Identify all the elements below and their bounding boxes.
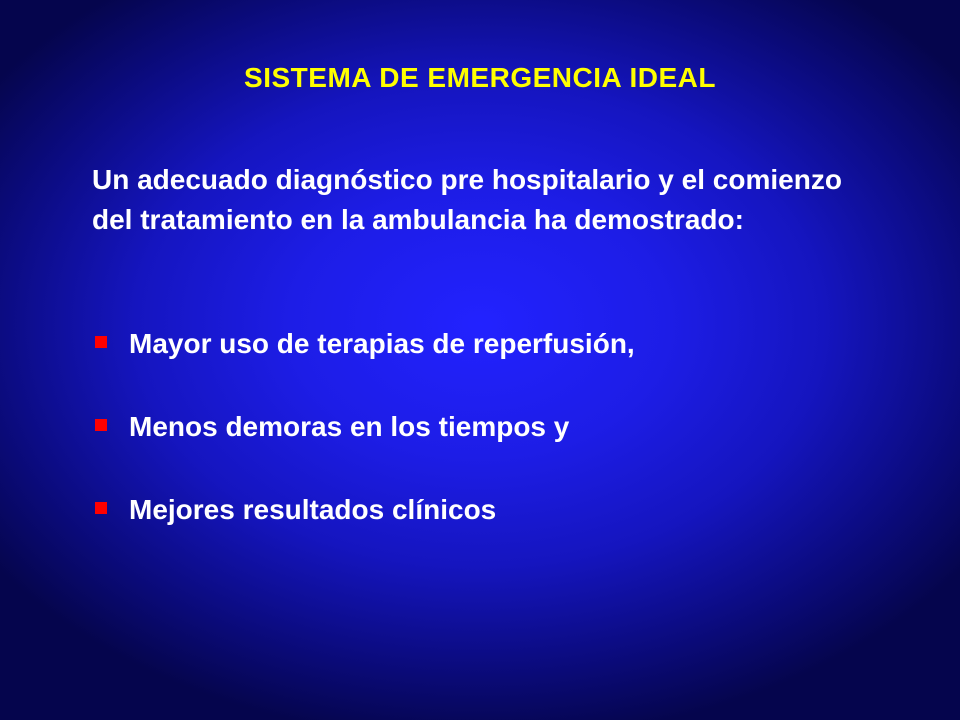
bullet-list: [92, 324, 882, 573]
intro-paragraph: Un adecuado diagnóstico pre hospitalario y el comienzo del tratamiento en la ambulancia ha demostrado:: [92, 164, 842, 235]
bullet-item: [92, 407, 882, 447]
bullet-item: [92, 490, 882, 530]
square-bullet-icon: [95, 419, 107, 431]
square-bullet-icon: [95, 502, 107, 514]
slide-title: SISTEMA DE EMERGENCIA IDEAL: [244, 62, 716, 93]
bullet-text: Mejores resultados clínicos: [129, 494, 497, 525]
square-bullet-icon: [95, 336, 107, 348]
bullet-item: [92, 324, 882, 364]
bullet-text: Mayor uso de terapias de reperfusión,: [129, 328, 635, 359]
bullet-text: Menos demoras en los tiempos y: [129, 411, 570, 442]
